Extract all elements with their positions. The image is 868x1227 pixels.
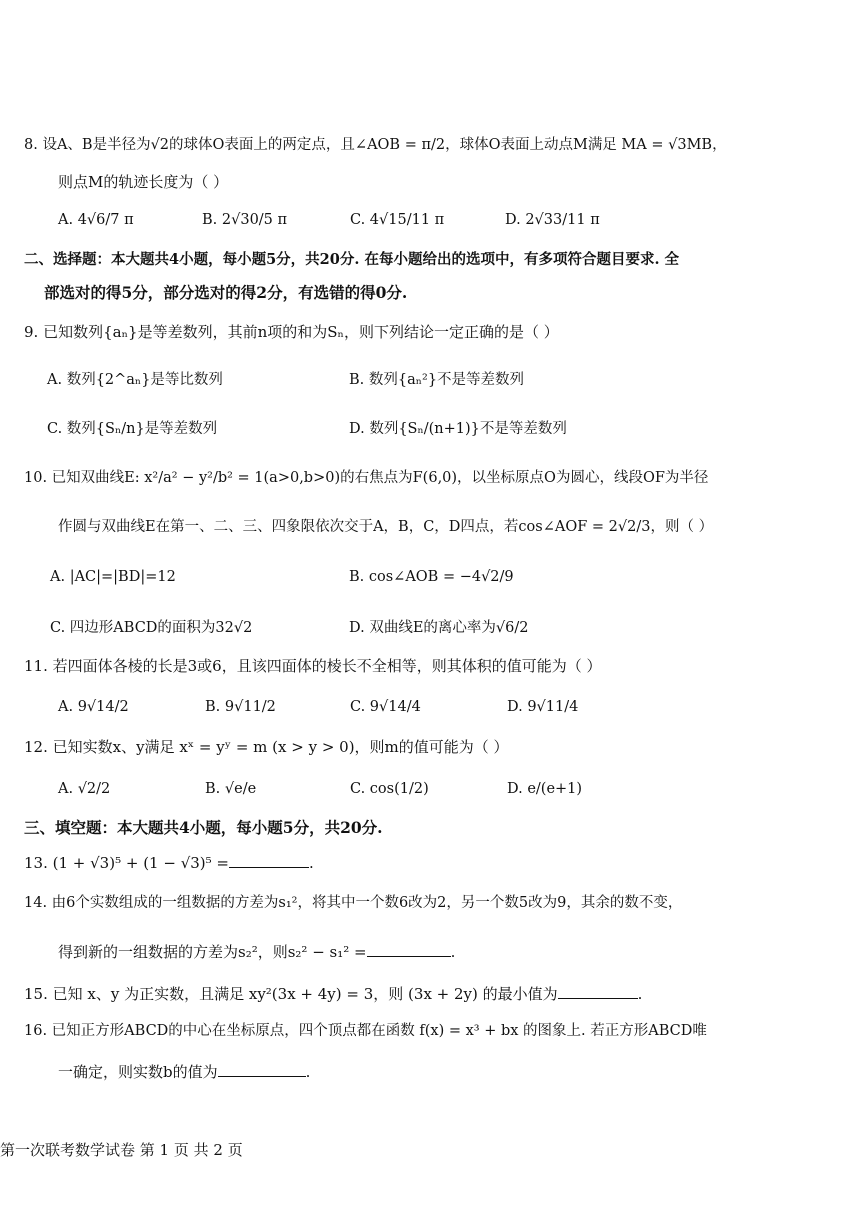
q14-end: . bbox=[450, 943, 456, 961]
q15-end: . bbox=[637, 985, 643, 1003]
q10-option-a: A. |AC|=|BD|=12 bbox=[50, 569, 176, 585]
q11-option-a: A. 9√14/2 bbox=[58, 699, 129, 715]
q13-answer-blank[interactable] bbox=[229, 851, 309, 868]
q15-line bbox=[24, 982, 642, 1004]
q8-option-b: B. 2√30/5 π bbox=[202, 212, 288, 228]
q11-option-d: D. 9√11/4 bbox=[507, 699, 579, 715]
q8-stem-line2: 则点M的轨迹长度为（ ） bbox=[58, 173, 229, 191]
q12-option-c: C. cos(1/2) bbox=[350, 781, 429, 797]
q12-stem: 12. 已知实数x、y满足 xˣ = yʸ = m (x > y > 0)，则m的值可能为（ ） bbox=[24, 738, 509, 756]
q12-option-d: D. e/(e+1) bbox=[507, 781, 583, 797]
page-footer: 第一次联考数学试卷 第 1 页 共 2 页 bbox=[0, 1141, 243, 1159]
q9-stem: 9. 已知数列{aₙ}是等差数列，其前n项的和为Sₙ，则下列结论一定正确的是（ ） bbox=[24, 323, 559, 341]
q13-stem: 13. (1 + √3)⁵ + (1 − √3)⁵ = bbox=[24, 854, 229, 872]
q10-option-b: B. cos∠AOB = −4√2/9 bbox=[349, 569, 514, 585]
q11-option-b: B. 9√11/2 bbox=[205, 699, 276, 715]
q16-stem-line1: 16. 已知正方形ABCD的中心在坐标原点，四个顶点都在函数 f(x) = x³ + bx 的图象上. 若正方形ABCD唯 bbox=[24, 1023, 707, 1039]
q9-option-b: B. 数列{aₙ²}不是等差数列 bbox=[349, 372, 525, 388]
q16-answer-blank[interactable] bbox=[218, 1060, 306, 1077]
section2-heading-line2: 部选对的得5分，部分选对的得2分，有选错的得0分. bbox=[44, 283, 408, 302]
q8-option-a: A. 4√6/7 π bbox=[58, 212, 134, 228]
q14-stem-line1: 14. 由6个实数组成的一组数据的方差为s₁²，将其中一个数6改为2，另一个数5改为9，其余的数不变， bbox=[24, 895, 683, 911]
section3-heading: 三、填空题：本大题共4小题，每小题5分，共20分. bbox=[24, 818, 383, 837]
q16-end: . bbox=[305, 1063, 311, 1081]
q10-stem-line1: 10. 已知双曲线E: x²/a² − y²/b² = 1(a>0,b>0)的右焦点为F(6,0)，以坐标原点O为圆心，线段OF为半径 bbox=[24, 470, 709, 486]
q12-option-b: B. √e/e bbox=[205, 781, 257, 797]
q11-option-c: C. 9√14/4 bbox=[350, 699, 421, 715]
q15-answer-blank[interactable] bbox=[558, 982, 638, 999]
q10-option-d: D. 双曲线E的离心率为√6/2 bbox=[349, 620, 529, 636]
q9-option-c: C. 数列{Sₙ/n}是等差数列 bbox=[47, 421, 218, 437]
q9-option-a: A. 数列{2^aₙ}是等比数列 bbox=[47, 372, 223, 388]
q10-stem-line2: 作圆与双曲线E在第一、二、三、四象限依次交于A，B，C，D四点，若cos∠AOF = 2√2/3，则（ ） bbox=[58, 519, 714, 535]
q14-stem-line2: 得到新的一组数据的方差为s₂²，则s₂² − s₁² = bbox=[58, 943, 367, 961]
q9-option-d: D. 数列{Sₙ/(n+1)}不是等差数列 bbox=[349, 421, 567, 437]
q12-option-a: A. √2/2 bbox=[58, 781, 111, 797]
q13-line bbox=[24, 851, 314, 873]
q13-end: . bbox=[309, 854, 314, 872]
q8-option-d: D. 2√33/11 π bbox=[505, 212, 600, 228]
q14-line2 bbox=[58, 940, 455, 962]
q16-stem-line2: 一确定，则实数b的值为 bbox=[58, 1063, 218, 1081]
q16-line2 bbox=[58, 1060, 310, 1082]
q8-option-c: C. 4√15/11 π bbox=[350, 212, 445, 228]
q15-stem: 15. 已知 x、y 为正实数，且满足 xy²(3x + 4y) = 3，则 (3x + 2y) 的最小值为 bbox=[24, 985, 558, 1003]
section2-heading-line1: 二、选择题：本大题共4小题，每小题5分，共20分. 在每小题给出的选项中，有多项符合题目要求. 全 bbox=[24, 251, 680, 268]
q10-option-c: C. 四边形ABCD的面积为32√2 bbox=[50, 620, 253, 636]
q11-stem: 11. 若四面体各棱的长是3或6，且该四面体的棱长不全相等，则其体积的值可能为（ ） bbox=[24, 657, 602, 675]
q8-stem-line1: 8. 设A、B是半径为√2的球体O表面上的两定点，且∠AOB = π/2，球体O表面上动点M满足 MA = √3MB， bbox=[24, 137, 727, 153]
q14-answer-blank[interactable] bbox=[367, 940, 451, 957]
